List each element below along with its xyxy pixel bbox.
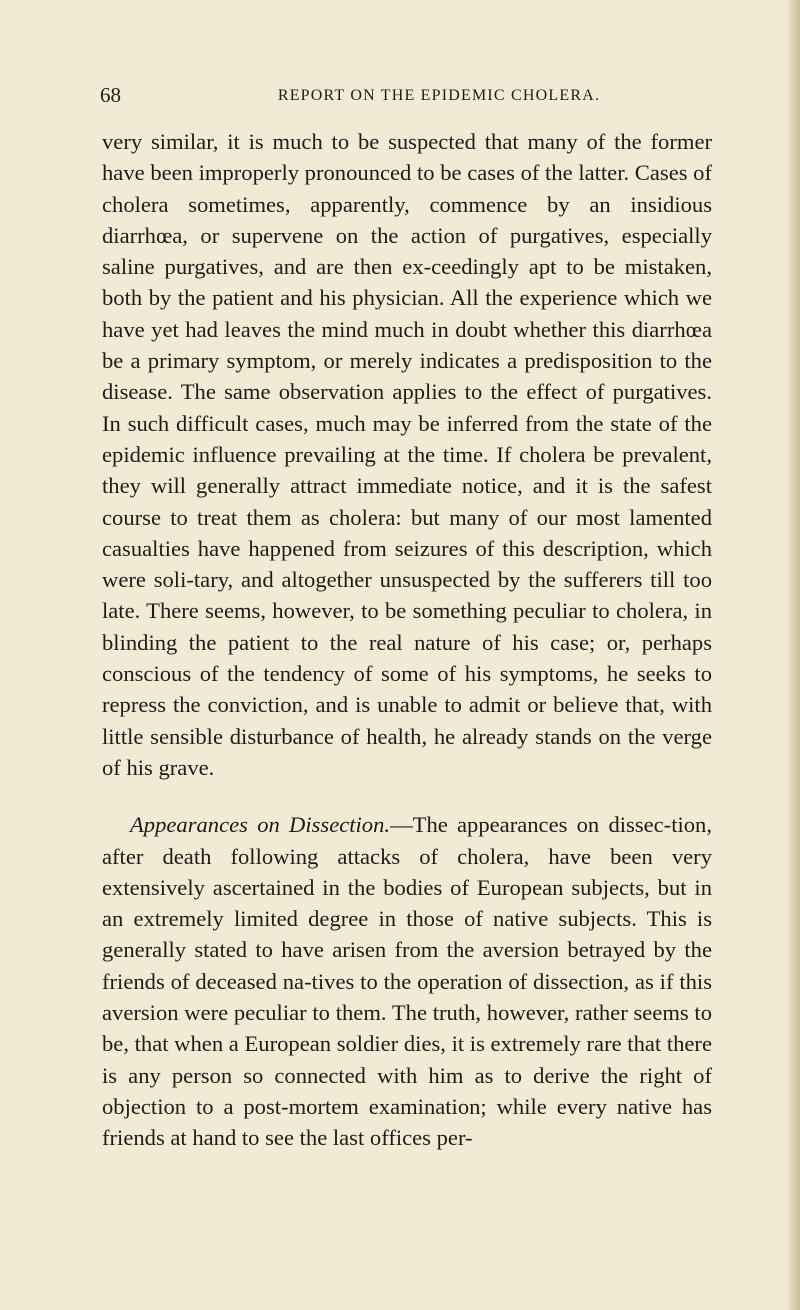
page-number: 68: [100, 83, 121, 107]
paragraph-continuation: very similar, it is much to be suspected that many of the former have been improperly pronounced to be cases of the latter. Cases of cholera sometimes, apparently, commence by an insidious diarrhœa, or supervene on the action of purgatives, especially saline purgatives, and are then ex-ceedingly apt to be mistaken, both by the patient and his physician. All the experience which we have yet had leaves the mind much in doubt whether this diarrhœa be a primary symptom, or merely indicates a predisposition to the disease. The same observation applies to the effect of purgatives. In such difficult cases, much may be inferred from the state of the epidemic influence prevailing at the time. If cholera be prevalent, they will generally attract immediate notice, and it is the safest course to treat them as cholera: but many of our most lamented casualties have happened from seizures of this description, which were soli-tary, and altogether unsuspected by the sufferers till too late. There seems, however, to be something peculiar to cholera, in blinding the patient to the real nature of his case; or, perhaps conscious of the tendency of some of his symptoms, he seeks to repress the conviction, and is unable to admit or believe that, with little sensible disturbance of health, he already stands on the verge of his grave.: [102, 129, 712, 780]
paragraph-dissection-text: —The appearances on dissec-tion, after death following attacks of cholera, have been very extensively ascertained in the bodies of European subjects, but in an extremely limited degree in those of native subjects. This is generally stated to have arisen from the aversion betrayed by the friends of deceased na-tives to the operation of dissection, as if this aversion were peculiar to them. The truth, however, rather seems to be, that when a European soldier dies, it is extremely rare that there is any person so connected with him as to derive the right of objection to a post-mortem examination; while every native has friends at hand to see the last offices per-: [102, 812, 712, 1151]
page-edge-shadow: [786, 0, 800, 1310]
page-header: [100, 84, 712, 106]
body-text: [102, 126, 712, 1154]
paragraph-dissection: [102, 809, 712, 1153]
section-heading: Appearances on Dissection.: [130, 812, 391, 838]
running-title: REPORT ON THE EPIDEMIC CHOLERA.: [277, 87, 601, 104]
